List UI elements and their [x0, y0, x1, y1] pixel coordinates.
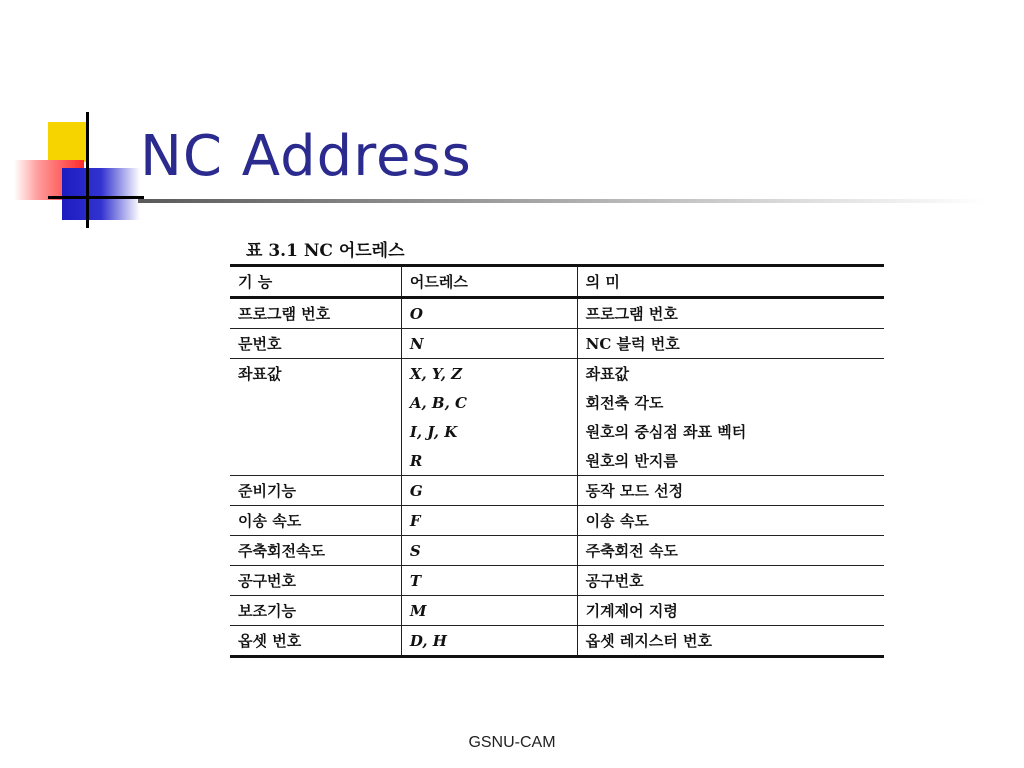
cell-meaning: 원호의 반지름 — [585, 452, 678, 470]
table-row — [230, 298, 884, 329]
table-row — [230, 359, 884, 389]
cell-meaning: 프로그램 번호 — [585, 305, 678, 323]
table-header-row — [230, 266, 884, 298]
cell-meaning: NC 블럭 번호 — [585, 335, 680, 353]
cell-address: X, Y, Z — [401, 359, 577, 389]
table-row — [230, 506, 884, 536]
table-row — [230, 596, 884, 626]
cell-address: S — [401, 536, 577, 566]
table-row — [230, 329, 884, 359]
cell-function: 준비기능 — [230, 476, 401, 506]
slide-footer: GSNU-CAM — [468, 734, 556, 751]
cell-function: 옵셋 번호 — [230, 626, 401, 657]
cell-function: 주축회전속도 — [230, 536, 401, 566]
cell-function: 문번호 — [230, 329, 401, 359]
cell-function: 이송 속도 — [230, 506, 401, 536]
vertical-line-decoration — [86, 112, 89, 228]
nc-address-table — [230, 264, 884, 658]
cell-function — [230, 446, 401, 476]
table-body — [230, 298, 884, 657]
cell-meaning: 이송 속도 — [585, 512, 649, 530]
cell-meaning: 옵셋 레지스터 번호 — [585, 632, 713, 650]
cell-address: M — [401, 596, 577, 626]
cell-address: A, B, C — [401, 388, 577, 417]
cell-function — [230, 417, 401, 446]
cell-function: 프로그램 번호 — [230, 298, 401, 329]
cell-address: F — [401, 506, 577, 536]
blue-square-decoration — [62, 168, 140, 220]
cell-function: 좌표값 — [230, 359, 401, 389]
cell-function: 공구번호 — [230, 566, 401, 596]
horizontal-line-decoration — [48, 196, 144, 199]
cell-address: I, J, K — [401, 417, 577, 446]
table-row — [230, 566, 884, 596]
cell-meaning: 동작 모드 선정 — [585, 482, 684, 500]
table-row — [230, 626, 884, 657]
cell-meaning: 기계제어 지령 — [585, 602, 678, 620]
header-function: 기 능 — [230, 266, 401, 298]
table-row — [230, 476, 884, 506]
slide-logo-decoration — [0, 0, 140, 240]
nc-address-table-container — [230, 264, 884, 658]
cell-function — [230, 388, 401, 417]
cell-meaning: 좌표값 — [585, 365, 630, 383]
header-address: 어드레스 — [401, 266, 577, 298]
cell-address: O — [401, 298, 577, 329]
cell-meaning: 원호의 중심점 좌표 벡터 — [585, 423, 747, 441]
cell-address: R — [401, 446, 577, 476]
table-caption: 표 3.1 NC 어드레스 — [246, 241, 405, 261]
table-row — [230, 388, 884, 417]
table-row — [230, 446, 884, 476]
slide-title: NC Address — [140, 124, 472, 189]
header-meaning: 의 미 — [585, 273, 620, 291]
cell-meaning: 공구번호 — [585, 572, 644, 590]
cell-address: T — [401, 566, 577, 596]
cell-function: 보조기능 — [230, 596, 401, 626]
cell-address: D, H — [401, 626, 577, 657]
table-row — [230, 417, 884, 446]
title-underline-rule — [138, 199, 988, 203]
cell-meaning: 주축회전 속도 — [585, 542, 678, 560]
cell-address: N — [401, 329, 577, 359]
cell-address: G — [401, 476, 577, 506]
table-row — [230, 536, 884, 566]
yellow-square-decoration — [48, 122, 88, 162]
cell-meaning: 회전축 각도 — [585, 394, 664, 412]
